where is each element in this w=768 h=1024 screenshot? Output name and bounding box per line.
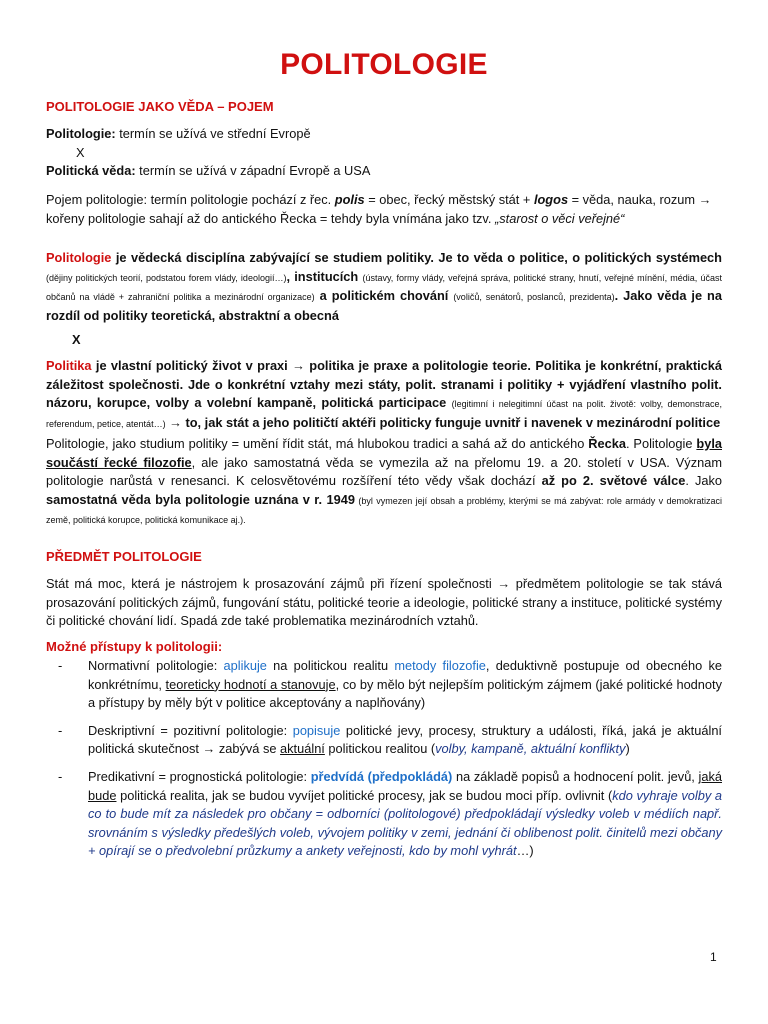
pojem-paragraph: Pojem politologie: termín politologie pochází z řec. polis = obec, řecký městský stát + logos = věda, nauka, rozum → kořeny politologie sahají až do antického Řecka = tehdy byla vnímána jako tzv. „starost o věci veřejné“ — [46, 192, 712, 226]
versus-mark-2: X — [72, 332, 81, 347]
approaches-list — [46, 657, 722, 870]
history-paragraph: Politologie, jako studium politiky = umění řídit stát, má hlubokou tradici a sahá až do antického Řecka. Politologie byla součástí řecké filozofie, ale jako samostatná věda se vymezila až na přelomu 19. a 20. století v USA. Význam politologie narůstá v renesanci. K celosvětovému rozšíření této vědy však dochází až po 2. světové válce. Jako samostatná věda byla politologie uznána v r. 1949 (byl vymezen její obsah a problémy, kterými se má zabývat: role armády v demokratizaci země, politická korupce, politická komunikace aj.). — [46, 436, 723, 526]
section-heading-pojem: POLITOLOGIE JAKO VĚDA – POJEM — [46, 99, 274, 114]
politika-paragraph: Politika je vlastní politický život v praxi → politika je praxe a politologie teorie. Politika je konkrétní, praktická záležitost společnosti. Jde o konkrétní vztahy mezi státy, polit. stranami i politiky + vyjádření vlastního polit. názoru, korupce, volby a volební kampaně, politická participace (legitimní i nelegitimní účast na polit. životě: volby, demonstrace, referendum, petice, atentát…) → to, jak stát a jeho političtí aktéři politicky funguje uvnitř i navenek v mezinárodní politice — [46, 358, 722, 430]
versus-mark: X — [76, 144, 85, 160]
list-item-deskriptivni: - Deskriptivní = pozitivní politologie: popisuje politické jevy, procesy, struktury a události, říká, jaká je aktuální politická skutečnost → zabývá se aktuální politickou realitou (volby, kampaně, aktuální konflikty) — [58, 722, 722, 757]
term-politologie: Politologie: termín se užívá ve střední Evropě — [46, 126, 311, 141]
page-number: 1 — [710, 950, 717, 964]
term-politicka-veda: Politická věda: termín se užívá v západní Evropě a USA — [46, 163, 371, 179]
section-heading-predmet: PŘEDMĚT POLITOLOGIE — [46, 549, 202, 564]
list-item-normativni: - Normativní politologie: aplikuje na politickou realitu metody filozofie, deduktivně postupuje od obecného ke konkrétnímu, teoreticky hodnotí a stanovuje, co by mělo být nejlepším politickým zájmem (jaké politické hodnoty a přístupy by měly být v politice akceptovány a naplňovány) — [58, 658, 722, 711]
terms-block — [46, 125, 722, 181]
list-item-predikativni: - Predikativní = prognostická politologie: předvídá (předpokládá) na základě popisů a hodnocení polit. jevů, jaká bude politická realita, jak se budou vyvíjet politické procesy, jak se budou moci příp. ovlivnit (kdo vyhraje volby a co to bude mít za následek pro občany = odborníci (politologové) předpokládají výsledky voleb v médiích např. srovnáním s výsledky předešlých voleb, vývojem politiky v zemi, jednání či oblibenost polit. činitelů mezi občany + opírají se o předvolební průzkumy a ankety veřejnosti, kdo by mohl vyhrát…) — [58, 768, 722, 859]
document-page — [46, 0, 722, 1024]
predmet-paragraph: Stát má moc, která je nástrojem k prosazování zájmů při řízení společnosti → předmětem politologie se tak stává prosazování politických zájmů, fungování státu, politické teorie a ideologie, politické strany a instituce, politické systémy či politické chování lidí. Spadá zde také problematika mezinárodních vztahů. — [46, 576, 722, 629]
definition-paragraph: Politologie je vědecká disciplína zabývající se studiem politiky. Je to věda o politice, o politických systémech (dějiny politických teorií, podstatou forem vlády, ideologií…), institucích (ústavy, formy vlády, veřejná správa, politické strany, hnutí, veřejné mínění, média, účast občanů na vládě + zahraniční politika a mezinárodní organizace) a politickém chování (voličů, senátorů, poslanců, prezidenta). Jako věda je na rozdíl od politiky teoretická, abstraktní a obecná — [46, 250, 722, 323]
document-title: POLITOLOGIE — [280, 48, 488, 81]
approaches-heading: Možné přístupy k politologii: — [46, 639, 223, 654]
